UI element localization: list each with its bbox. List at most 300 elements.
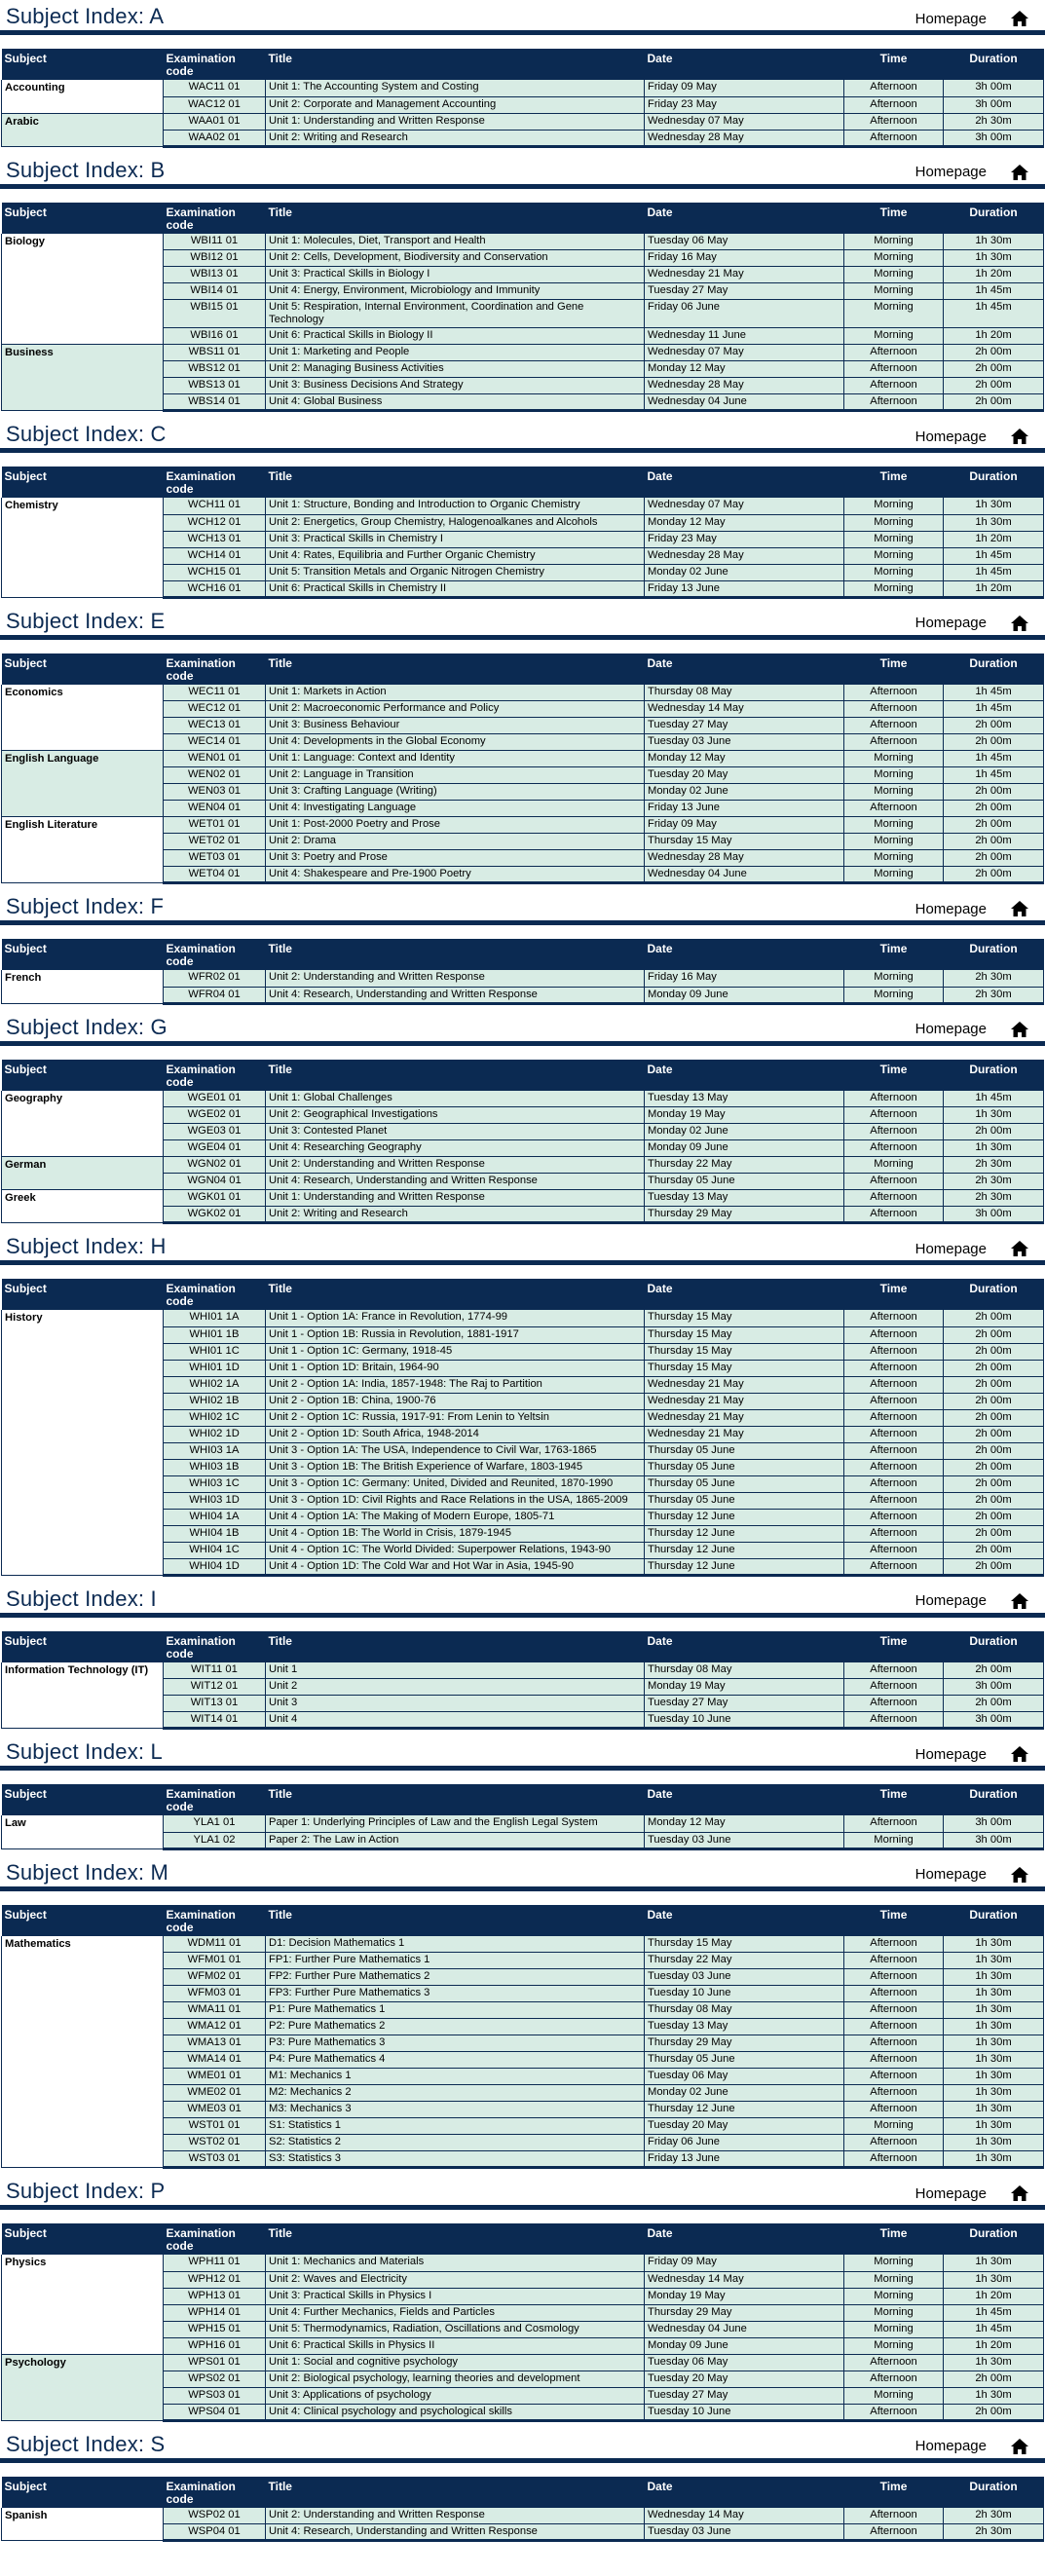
exam-time: Morning — [844, 267, 944, 283]
exam-date: Tuesday 06 May — [645, 2354, 844, 2371]
exam-date: Thursday 12 June — [645, 1542, 844, 1558]
exam-timetable — [1, 939, 1044, 1005]
exam-duration: 1h 30m — [944, 1953, 1044, 1969]
subject-name: Greek — [2, 1190, 164, 1223]
subject-name: English Language — [2, 751, 164, 817]
exam-time: Afternoon — [844, 1558, 944, 1575]
exam-date: Tuesday 10 June — [645, 1986, 844, 2002]
header-title: Title — [266, 203, 645, 234]
exam-date: Friday 09 May — [645, 80, 844, 96]
unit-title: Unit 4: Rates, Equilibria and Further Organic Chemistry — [266, 547, 645, 564]
unit-title: Unit 3: Business Decisions And Strategy — [266, 378, 645, 394]
exam-date: Thursday 08 May — [645, 685, 844, 701]
exam-code: WGE03 01 — [164, 1124, 266, 1140]
exam-duration: 2h 00m — [944, 345, 1044, 361]
exam-time: Afternoon — [844, 1107, 944, 1124]
exam-code: WFR04 01 — [164, 987, 266, 1003]
unit-title: Unit 4 — [266, 1712, 645, 1729]
exam-date: Friday 06 June — [645, 2135, 844, 2151]
section-title: Subject Index: G — [6, 1014, 168, 1039]
header-duration: Duration — [944, 2477, 1044, 2508]
exam-time: Afternoon — [844, 1662, 944, 1679]
exam-date: Tuesday 20 May — [645, 767, 844, 784]
exam-time: Afternoon — [844, 1343, 944, 1360]
table-header-row — [2, 1784, 1044, 1815]
exam-time: Afternoon — [844, 1986, 944, 2002]
header-code: Examination code — [164, 1279, 266, 1310]
exam-date: Thursday 12 June — [645, 1558, 844, 1575]
subject-name: Mathematics — [2, 1936, 164, 2168]
table-header-row — [2, 1279, 1044, 1310]
header-code: Examination code — [164, 49, 266, 80]
home-icon[interactable] — [1010, 900, 1029, 917]
exam-duration: 2h 00m — [944, 1459, 1044, 1475]
unit-title: Unit 2: Geographical Investigations — [266, 1107, 645, 1124]
homepage-link[interactable] — [915, 1743, 1029, 1765]
exam-duration: 1h 30m — [944, 2085, 1044, 2102]
exam-time: Morning — [844, 2118, 944, 2135]
exam-time: Morning — [844, 751, 944, 767]
unit-title: Unit 4 - Option 1A: The Making of Modern Europe, 1805-71 — [266, 1509, 645, 1525]
exam-code: WHI01 1D — [164, 1360, 266, 1376]
unit-title: Unit 1: Understanding and Written Response — [266, 113, 645, 130]
table-header-row — [2, 653, 1044, 685]
exam-time: Morning — [844, 564, 944, 580]
exam-date: Thursday 15 May — [645, 1326, 844, 1343]
unit-title: S3: Statistics 3 — [266, 2151, 645, 2168]
exam-code: WHI04 1D — [164, 1558, 266, 1575]
unit-title: D1: Decision Mathematics 1 — [266, 1936, 645, 1953]
exam-date: Thursday 15 May — [645, 834, 844, 850]
unit-title: Unit 2: Writing and Research — [266, 1207, 645, 1223]
exam-time: Afternoon — [844, 1442, 944, 1459]
exam-code: WEC14 01 — [164, 734, 266, 751]
exam-timetable — [1, 1784, 1044, 1850]
unit-title: Unit 1: Social and cognitive psychology — [266, 2354, 645, 2371]
subject-index-section — [0, 418, 1045, 605]
exam-time: Afternoon — [844, 1525, 944, 1542]
exam-date: Friday 13 June — [645, 580, 844, 597]
homepage-link[interactable] — [915, 1590, 1029, 1612]
exam-time: Morning — [844, 987, 944, 1003]
unit-title: Unit 2 - Option 1B: China, 1900-76 — [266, 1393, 645, 1409]
unit-title: Unit 1: Post-2000 Poetry and Prose — [266, 817, 645, 834]
exam-code: WBI14 01 — [164, 283, 266, 300]
exam-code: WHI01 1C — [164, 1343, 266, 1360]
exam-code: WMA13 01 — [164, 2035, 266, 2052]
exam-time: Afternoon — [844, 2371, 944, 2387]
home-icon[interactable] — [1010, 2438, 1029, 2455]
exam-duration: 1h 30m — [944, 2052, 1044, 2069]
exam-time: Afternoon — [844, 80, 944, 96]
header-time: Time — [844, 2477, 944, 2508]
exam-duration: 1h 30m — [944, 234, 1044, 250]
header-subject: Subject — [2, 1060, 164, 1091]
exam-duration: 1h 30m — [944, 2019, 1044, 2035]
exam-time: Afternoon — [844, 1326, 944, 1343]
exam-duration: 1h 20m — [944, 2288, 1044, 2304]
exam-date: Thursday 05 June — [645, 2052, 844, 2069]
exam-time: Afternoon — [844, 394, 944, 411]
exam-code: WPH15 01 — [164, 2321, 266, 2337]
homepage-link[interactable] — [915, 1019, 1029, 1040]
home-icon[interactable] — [1010, 2184, 1029, 2202]
unit-title: Unit 2: Writing and Research — [266, 130, 645, 146]
exam-duration: 2h 00m — [944, 834, 1044, 850]
header-title: Title — [266, 1631, 645, 1662]
homepage-label: Homepage — [914, 428, 987, 445]
exam-time: Afternoon — [844, 1492, 944, 1509]
section-title: Subject Index: E — [6, 608, 166, 633]
unit-title: Unit 2: Language in Transition — [266, 767, 645, 784]
subject-index-section — [0, 1856, 1045, 2176]
exam-time: Afternoon — [844, 1360, 944, 1376]
unit-title: Unit 2 - Option 1D: South Africa, 1948-2014 — [266, 1426, 645, 1442]
exam-date: Thursday 05 June — [645, 1492, 844, 1509]
exam-timetable — [1, 467, 1044, 599]
exam-duration: 1h 30m — [944, 2035, 1044, 2052]
homepage-label: Homepage — [914, 1866, 987, 1883]
exam-date: Friday 16 May — [645, 250, 844, 267]
exam-date: Monday 19 May — [645, 2288, 844, 2304]
header-subject: Subject — [2, 2223, 164, 2255]
exam-duration: 2h 00m — [944, 1326, 1044, 1343]
exam-date: Tuesday 03 June — [645, 1969, 844, 1986]
homepage-label: Homepage — [914, 615, 987, 631]
exam-code: WME01 01 — [164, 2069, 266, 2085]
unit-title: FP2: Further Pure Mathematics 2 — [266, 1969, 645, 1986]
homepage-label: Homepage — [914, 2438, 987, 2454]
unit-title: Unit 1 — [266, 1662, 645, 1679]
home-icon[interactable] — [1010, 1866, 1029, 1884]
homepage-link[interactable] — [915, 898, 1029, 919]
exam-time: Afternoon — [844, 1542, 944, 1558]
unit-title: M3: Mechanics 3 — [266, 2102, 645, 2118]
header-title: Title — [266, 467, 645, 498]
unit-title: S2: Statistics 2 — [266, 2135, 645, 2151]
table-row — [2, 1936, 1044, 1953]
exam-duration: 1h 30m — [944, 2069, 1044, 2085]
exam-date: Wednesday 04 June — [645, 2321, 844, 2337]
unit-title: Unit 3: Practical Skills in Physics I — [266, 2288, 645, 2304]
subject-index-section — [0, 2175, 1045, 2428]
header-date: Date — [645, 2477, 844, 2508]
unit-title: Unit 2 — [266, 1679, 645, 1696]
exam-time: Afternoon — [844, 1696, 944, 1712]
homepage-link[interactable] — [915, 162, 1029, 183]
subject-name: English Literature — [2, 817, 164, 883]
unit-title: Unit 3: Poetry and Prose — [266, 850, 645, 867]
unit-title: Unit 2: Understanding and Written Response — [266, 1157, 645, 1174]
exam-duration: 2h 30m — [944, 1174, 1044, 1190]
exam-time: Afternoon — [844, 685, 944, 701]
exam-date: Wednesday 14 May — [645, 2508, 844, 2524]
exam-date: Thursday 15 May — [645, 1343, 844, 1360]
exam-time: Afternoon — [844, 96, 944, 113]
subject-name: Accounting — [2, 80, 164, 113]
exam-duration: 2h 00m — [944, 1662, 1044, 1679]
exam-time: Afternoon — [844, 1409, 944, 1426]
exam-code: WHI02 1C — [164, 1409, 266, 1426]
table-row — [2, 498, 1044, 514]
unit-title: P3: Pure Mathematics 3 — [266, 2035, 645, 2052]
exam-code: WPH12 01 — [164, 2271, 266, 2288]
unit-title: Unit 2 - Option 1A: India, 1857-1948: The Raj to Partition — [266, 1376, 645, 1393]
exam-code: WCH15 01 — [164, 564, 266, 580]
exam-code: WEN02 01 — [164, 767, 266, 784]
exam-timetable — [1, 49, 1044, 148]
homepage-label: Homepage — [914, 164, 987, 180]
exam-duration: 1h 30m — [944, 1107, 1044, 1124]
exam-duration: 2h 00m — [944, 1475, 1044, 1492]
exam-date: Monday 19 May — [645, 1107, 844, 1124]
exam-duration: 2h 30m — [944, 987, 1044, 1003]
exam-code: WGE02 01 — [164, 1107, 266, 1124]
header-duration: Duration — [944, 467, 1044, 498]
exam-code: WME02 01 — [164, 2085, 266, 2102]
unit-title: Unit 2: Understanding and Written Response — [266, 970, 645, 987]
section-header — [0, 1230, 1045, 1265]
exam-duration: 1h 45m — [944, 2304, 1044, 2321]
exam-code: WBI16 01 — [164, 328, 266, 345]
exam-date: Friday 13 June — [645, 2151, 844, 2168]
header-subject: Subject — [2, 203, 164, 234]
exam-code: WFM02 01 — [164, 1969, 266, 1986]
unit-title: Unit 1: Marketing and People — [266, 345, 645, 361]
header-date: Date — [645, 467, 844, 498]
header-duration: Duration — [944, 939, 1044, 970]
exam-duration: 1h 45m — [944, 1091, 1044, 1107]
exam-date: Wednesday 04 June — [645, 394, 844, 411]
subject-index-section — [0, 605, 1045, 891]
exam-code: WPS04 01 — [164, 2404, 266, 2420]
exam-code: WFM03 01 — [164, 1986, 266, 2002]
header-title: Title — [266, 1905, 645, 1936]
section-header — [0, 1011, 1045, 1046]
exam-date: Monday 09 June — [645, 2337, 844, 2354]
exam-date: Tuesday 03 June — [645, 1832, 844, 1848]
exam-duration: 2h 00m — [944, 734, 1044, 751]
exam-duration: 1h 30m — [944, 2002, 1044, 2019]
unit-title: Unit 2: Managing Business Activities — [266, 361, 645, 378]
exam-duration: 2h 00m — [944, 850, 1044, 867]
exam-duration: 3h 00m — [944, 96, 1044, 113]
exam-time: Morning — [844, 2387, 944, 2404]
exam-time: Morning — [844, 2337, 944, 2354]
unit-title: Unit 4: Further Mechanics, Fields and Particles — [266, 2304, 645, 2321]
unit-title: Unit 1: Molecules, Diet, Transport and Health — [266, 234, 645, 250]
homepage-link[interactable] — [915, 426, 1029, 447]
exam-code: WET02 01 — [164, 834, 266, 850]
unit-title: Unit 1 - Option 1A: France in Revolution, 1774-99 — [266, 1310, 645, 1326]
homepage-link[interactable] — [915, 1864, 1029, 1885]
exam-duration: 1h 30m — [944, 514, 1044, 531]
exam-duration: 1h 45m — [944, 283, 1044, 300]
home-icon[interactable] — [1010, 1240, 1029, 1257]
unit-title: Unit 4: Researching Geography — [266, 1140, 645, 1157]
header-subject: Subject — [2, 1905, 164, 1936]
header-subject: Subject — [2, 49, 164, 80]
exam-duration: 1h 20m — [944, 2337, 1044, 2354]
exam-code: WEC11 01 — [164, 685, 266, 701]
exam-date: Monday 09 June — [645, 987, 844, 1003]
exam-duration: 3h 00m — [944, 1712, 1044, 1729]
home-icon[interactable] — [1010, 428, 1029, 445]
home-icon[interactable] — [1010, 615, 1029, 632]
exam-time: Afternoon — [844, 2052, 944, 2069]
homepage-link[interactable] — [915, 8, 1029, 29]
exam-duration: 1h 30m — [944, 1936, 1044, 1953]
exam-date: Monday 02 June — [645, 2085, 844, 2102]
header-title: Title — [266, 1060, 645, 1091]
header-date: Date — [645, 1905, 844, 1936]
header-title: Title — [266, 2223, 645, 2255]
unit-title: Paper 1: Underlying Principles of Law and the English Legal System — [266, 1815, 645, 1832]
home-icon[interactable] — [1010, 10, 1029, 27]
exam-time: Afternoon — [844, 1376, 944, 1393]
exam-time: Afternoon — [844, 1091, 944, 1107]
exam-code: WEN03 01 — [164, 784, 266, 801]
exam-date: Tuesday 20 May — [645, 2371, 844, 2387]
table-row — [2, 1157, 1044, 1174]
exam-duration: 1h 45m — [944, 685, 1044, 701]
homepage-label: Homepage — [914, 900, 987, 917]
exam-code: WHI04 1C — [164, 1542, 266, 1558]
exam-duration: 2h 00m — [944, 361, 1044, 378]
subject-index-section — [0, 1230, 1045, 1583]
exam-code: WCH11 01 — [164, 498, 266, 514]
header-time: Time — [844, 49, 944, 80]
exam-date: Friday 09 May — [645, 817, 844, 834]
exam-code: WAA02 01 — [164, 130, 266, 146]
exam-time: Afternoon — [844, 2354, 944, 2371]
exam-date: Thursday 12 June — [645, 2102, 844, 2118]
exam-code: WEC12 01 — [164, 701, 266, 718]
exam-time: Afternoon — [844, 1936, 944, 1953]
exam-duration: 1h 30m — [944, 1986, 1044, 2002]
exam-code: WBI15 01 — [164, 300, 266, 328]
header-time: Time — [844, 939, 944, 970]
exam-time: Afternoon — [844, 1815, 944, 1832]
exam-date: Wednesday 21 May — [645, 267, 844, 283]
header-subject: Subject — [2, 653, 164, 685]
homepage-link[interactable] — [915, 2183, 1029, 2204]
exam-timetable — [1, 203, 1044, 413]
section-title: Subject Index: M — [6, 1859, 169, 1885]
exam-time: Morning — [844, 1157, 944, 1174]
exam-date: Thursday 29 May — [645, 2304, 844, 2321]
unit-title: Unit 4 - Option 1C: The World Divided: Superpower Relations, 1943-90 — [266, 1542, 645, 1558]
exam-duration: 1h 20m — [944, 580, 1044, 597]
exam-duration: 2h 30m — [944, 970, 1044, 987]
exam-date: Friday 06 June — [645, 300, 844, 328]
home-icon[interactable] — [1010, 1745, 1029, 1763]
exam-code: WHI01 1A — [164, 1310, 266, 1326]
exam-time: Afternoon — [844, 801, 944, 817]
exam-time: Afternoon — [844, 113, 944, 130]
exam-duration: 2h 00m — [944, 1696, 1044, 1712]
exam-code: WET04 01 — [164, 867, 266, 883]
unit-title: Unit 5: Respiration, Internal Environment, Coordination and Gene Technology — [266, 300, 645, 328]
table-header-row — [2, 1905, 1044, 1936]
exam-date: Wednesday 21 May — [645, 1426, 844, 1442]
exam-time: Afternoon — [844, 701, 944, 718]
exam-time: Morning — [844, 834, 944, 850]
exam-duration: 1h 45m — [944, 751, 1044, 767]
section-title: Subject Index: S — [6, 2431, 166, 2456]
exam-date: Tuesday 13 May — [645, 1091, 844, 1107]
header-duration: Duration — [944, 1060, 1044, 1091]
header-code: Examination code — [164, 2477, 266, 2508]
subject-index-section — [0, 1583, 1045, 1736]
exam-code: WEN04 01 — [164, 801, 266, 817]
exam-duration: 2h 00m — [944, 1426, 1044, 1442]
exam-code: WBS13 01 — [164, 378, 266, 394]
table-row — [2, 1310, 1044, 1326]
exam-date: Tuesday 10 June — [645, 1712, 844, 1729]
exam-date: Wednesday 07 May — [645, 498, 844, 514]
unit-title: Unit 3: Practical Skills in Chemistry I — [266, 531, 645, 547]
exam-duration: 1h 30m — [944, 250, 1044, 267]
unit-title: Unit 2: Macroeconomic Performance and Policy — [266, 701, 645, 718]
subject-index-section — [0, 890, 1045, 1011]
exam-code: WMA11 01 — [164, 2002, 266, 2019]
exam-duration: 2h 00m — [944, 378, 1044, 394]
exam-duration: 2h 00m — [944, 1343, 1044, 1360]
header-time: Time — [844, 1279, 944, 1310]
exam-code: WGK01 01 — [164, 1190, 266, 1207]
exam-code: YLA1 01 — [164, 1815, 266, 1832]
exam-code: WIT11 01 — [164, 1662, 266, 1679]
unit-title: Unit 3: Practical Skills in Biology I — [266, 267, 645, 283]
home-icon[interactable] — [1010, 1021, 1029, 1038]
homepage-link[interactable] — [915, 1238, 1029, 1259]
exam-code: WHI02 1A — [164, 1376, 266, 1393]
header-title: Title — [266, 1279, 645, 1310]
exam-code: WET01 01 — [164, 817, 266, 834]
unit-title: M2: Mechanics 2 — [266, 2085, 645, 2102]
exam-date: Thursday 05 June — [645, 1475, 844, 1492]
homepage-link[interactable] — [915, 613, 1029, 634]
unit-title: Unit 4: Developments in the Global Economy — [266, 734, 645, 751]
exam-duration: 1h 20m — [944, 267, 1044, 283]
subject-name: Biology — [2, 234, 164, 345]
exam-duration: 3h 00m — [944, 1207, 1044, 1223]
exam-date: Wednesday 07 May — [645, 345, 844, 361]
unit-title: Unit 2 - Option 1C: Russia, 1917-91: From Lenin to Yeltsin — [266, 1409, 645, 1426]
home-icon[interactable] — [1010, 164, 1029, 181]
exam-time: Afternoon — [844, 1174, 944, 1190]
exam-duration: 3h 00m — [944, 80, 1044, 96]
section-title: Subject Index: I — [6, 1586, 157, 1611]
exam-duration: 2h 00m — [944, 817, 1044, 834]
header-duration: Duration — [944, 203, 1044, 234]
header-code: Examination code — [164, 467, 266, 498]
unit-title: Unit 1 - Option 1C: Germany, 1918-45 — [266, 1343, 645, 1360]
section-title: Subject Index: B — [6, 157, 166, 182]
unit-title: Unit 3 — [266, 1696, 645, 1712]
unit-title: Unit 2: Drama — [266, 834, 645, 850]
homepage-link[interactable] — [915, 2436, 1029, 2457]
unit-title: Unit 6: Practical Skills in Physics II — [266, 2337, 645, 2354]
exam-date: Monday 12 May — [645, 1815, 844, 1832]
exam-duration: 2h 00m — [944, 1124, 1044, 1140]
exam-duration: 1h 30m — [944, 1140, 1044, 1157]
exam-date: Tuesday 06 May — [645, 234, 844, 250]
exam-code: WEC13 01 — [164, 718, 266, 734]
exam-time: Afternoon — [844, 2524, 944, 2541]
home-icon[interactable] — [1010, 1592, 1029, 1610]
